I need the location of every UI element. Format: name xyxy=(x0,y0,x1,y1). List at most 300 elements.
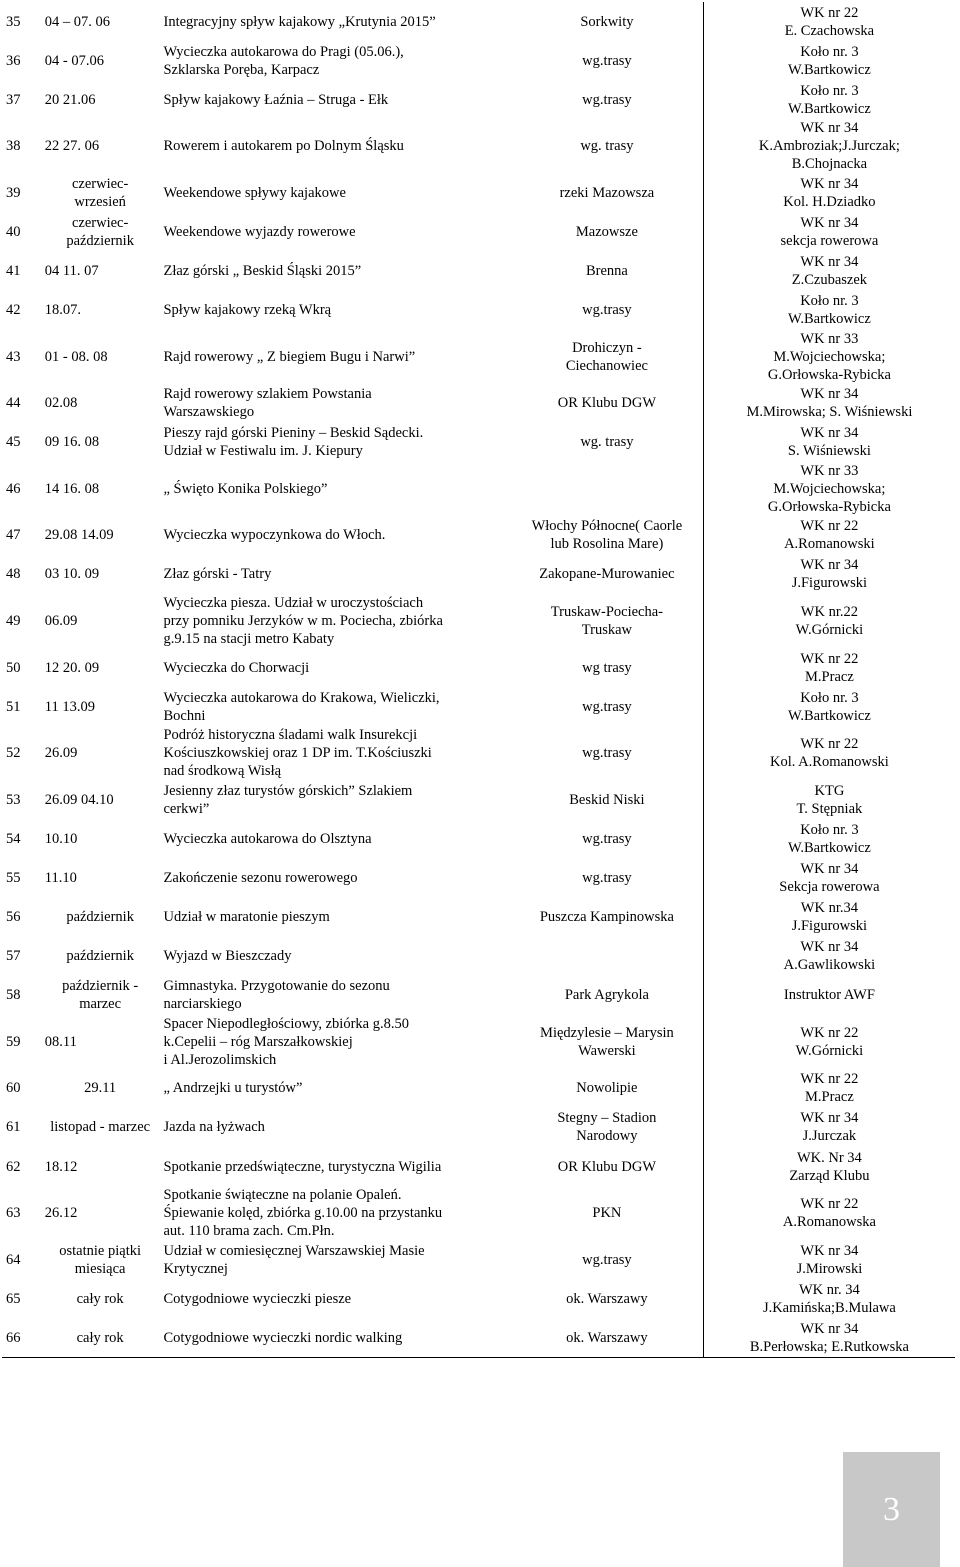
row-event-text: Wycieczka autokarowa do Krakowa, Wieliczki, Bochni xyxy=(163,689,440,724)
row-organizer xyxy=(703,384,955,423)
row-place-text: Międzylesie – Marysin Wawerski xyxy=(540,1024,674,1059)
row-place-text: OR Klubu DGW xyxy=(557,395,657,412)
row-place-text: wg. trasy xyxy=(580,138,634,155)
row-organizer-text: Koło nr. 3 W.Bartkowicz xyxy=(787,43,871,78)
row-event-text: Rowerem i autokarem po Dolnym Śląsku xyxy=(163,138,404,155)
row-date-text: cały rok xyxy=(76,1329,124,1346)
row-event xyxy=(159,330,511,384)
table-row xyxy=(2,384,955,423)
row-number-text: 53 xyxy=(6,791,21,808)
row-date-text: 14 16. 08 xyxy=(44,480,100,497)
row-event-text: Wyjazd w Bieszczady xyxy=(163,948,292,965)
row-place xyxy=(511,780,703,819)
row-organizer xyxy=(703,173,955,212)
row-date-text: 29.11 xyxy=(84,1080,117,1097)
row-event-text: Pieszy rajd górski Pieniny – Beskid Sądecki. Udział w Festiwalu im. J. Kiepury xyxy=(163,425,424,460)
row-organizer xyxy=(703,1108,955,1147)
row-date xyxy=(41,1147,160,1186)
row-place xyxy=(511,384,703,423)
table-row xyxy=(2,423,955,462)
row-date-text: 03 10. 09 xyxy=(44,566,100,583)
row-event xyxy=(159,1240,511,1279)
row-event-text: Spływ kajakowy rzeką Wkrą xyxy=(163,302,332,319)
table-row xyxy=(2,1015,955,1069)
table-row xyxy=(2,555,955,594)
table-row xyxy=(2,80,955,119)
row-number xyxy=(2,212,41,251)
row-number xyxy=(2,1069,41,1108)
row-place xyxy=(511,594,703,648)
row-event xyxy=(159,1015,511,1069)
table-row xyxy=(2,1186,955,1240)
row-date xyxy=(41,462,160,516)
table-row xyxy=(2,291,955,330)
row-place-text: Beskid Niski xyxy=(569,791,645,808)
table-row xyxy=(2,173,955,212)
row-number-text: 66 xyxy=(6,1329,21,1346)
row-place xyxy=(511,1069,703,1108)
row-event-text: Wycieczka piesza. Udział w uroczystościach przy pomniku Jerzyków w m. Pociecha, zbiórka g.9.15 na stacji metro Kabaty xyxy=(163,595,443,648)
row-number-text: 55 xyxy=(6,869,21,886)
table-row xyxy=(2,726,955,780)
row-date-text: 22 27. 06 xyxy=(44,138,100,155)
row-date xyxy=(41,1279,160,1318)
row-number-text: 45 xyxy=(6,434,21,451)
row-organizer-text: WK nr 34 A.Gawlikowski xyxy=(783,939,876,974)
row-event-text: Spotkanie przedświąteczne, turystyczna Wigilia xyxy=(163,1158,442,1175)
row-organizer-text: Koło nr. 3 W.Bartkowicz xyxy=(787,82,871,117)
row-number xyxy=(2,555,41,594)
row-event-text: „ Andrzejki u turystów” xyxy=(163,1080,303,1097)
table-row xyxy=(2,41,955,80)
row-place xyxy=(511,330,703,384)
row-number xyxy=(2,384,41,423)
row-organizer-text: WK nr 34 M.Mirowska; S. Wiśniewski xyxy=(746,386,913,421)
row-event-text: Złaz górski - Tatry xyxy=(163,566,272,583)
row-organizer-text: WK nr 34 Sekcja rowerowa xyxy=(779,860,880,895)
row-number-text: 39 xyxy=(6,184,21,201)
row-date xyxy=(41,80,160,119)
row-event-text: Jazda na łyżwach xyxy=(163,1119,265,1136)
row-organizer-text: WK nr 34 B.Perłowska; E.Rutkowska xyxy=(749,1320,909,1355)
row-number xyxy=(2,898,41,937)
row-number-text: 49 xyxy=(6,613,21,630)
row-organizer xyxy=(703,1015,955,1069)
row-number-text: 43 xyxy=(6,348,21,365)
row-date-text: listopad - marzec xyxy=(50,1119,151,1136)
row-number-text: 63 xyxy=(6,1205,21,1222)
row-event-text: Udział w comiesięcznej Warszawskiej Masie Krytycznej xyxy=(163,1242,425,1277)
page-number-badge: 3 xyxy=(843,1452,940,1567)
row-organizer xyxy=(703,1240,955,1279)
row-date xyxy=(41,726,160,780)
row-date xyxy=(41,119,160,173)
row-event-text: Rajd rowerowy „ Z biegiem Bugu i Narwi” xyxy=(163,348,416,365)
row-date xyxy=(41,1015,160,1069)
row-number-text: 44 xyxy=(6,395,21,412)
row-date-text: 04 - 07.06 xyxy=(44,52,105,69)
row-date xyxy=(41,384,160,423)
row-event-text: Spływ kajakowy Łaźnia – Struga - Ełk xyxy=(163,91,389,108)
schedule-rows xyxy=(2,2,955,1357)
row-date xyxy=(41,1186,160,1240)
row-number-text: 59 xyxy=(6,1033,21,1050)
row-organizer-text: WK nr 34 S. Wiśniewski xyxy=(787,425,871,460)
row-date xyxy=(41,648,160,687)
row-number-text: 50 xyxy=(6,659,21,676)
row-date-text: 26.12 xyxy=(44,1205,78,1222)
table-row xyxy=(2,1318,955,1357)
row-date-text: 02.08 xyxy=(44,395,78,412)
row-organizer-text: WK nr 22 Kol. A.Romanowski xyxy=(769,736,889,771)
row-place-text: wg.trasy xyxy=(582,52,632,69)
row-place-text: ok. Warszawy xyxy=(566,1329,648,1346)
row-place-text: Puszcza Kampinowska xyxy=(539,909,674,926)
row-event-text: Weekendowe spływy kajakowe xyxy=(163,184,346,201)
row-place xyxy=(511,819,703,858)
row-organizer-text: WK nr 22 A.Romanowska xyxy=(782,1196,876,1231)
row-number-text: 62 xyxy=(6,1158,21,1175)
row-place xyxy=(511,648,703,687)
row-date-text: 18.12 xyxy=(44,1158,78,1175)
row-number xyxy=(2,1147,41,1186)
row-event-text: Integracyjny spływ kajakowy „Krutynia 2015” xyxy=(163,13,436,30)
row-date xyxy=(41,898,160,937)
row-number xyxy=(2,1240,41,1279)
row-date-text: cały rok xyxy=(76,1290,124,1307)
row-date xyxy=(41,687,160,726)
table-row xyxy=(2,1108,955,1147)
row-number xyxy=(2,594,41,648)
table-row xyxy=(2,594,955,648)
row-place xyxy=(511,1108,703,1147)
row-place-text: wg.trasy xyxy=(582,830,632,847)
row-date xyxy=(41,2,160,41)
row-date-text: 11 13.09 xyxy=(44,698,96,715)
row-event xyxy=(159,594,511,648)
row-date xyxy=(41,291,160,330)
row-organizer-text: WK nr 22 M.Pracz xyxy=(800,1071,859,1106)
row-event-text: Spotkanie świąteczne na polanie Opaleń. Śpiewanie kolęd, zbiórka g.10.00 na przystanku aut. 110 brama zach. Cm.Płn. xyxy=(163,1187,443,1240)
row-number xyxy=(2,291,41,330)
table-row xyxy=(2,937,955,976)
row-place-text: Stegny – Stadion Narodowy xyxy=(557,1110,657,1145)
row-date xyxy=(41,212,160,251)
table-row xyxy=(2,976,955,1015)
row-number-text: 54 xyxy=(6,830,21,847)
row-place xyxy=(511,858,703,897)
row-event-text: Cotygodniowe wycieczki piesze xyxy=(163,1290,352,1307)
row-number xyxy=(2,780,41,819)
row-event-text: Cotygodniowe wycieczki nordic walking xyxy=(163,1329,403,1346)
row-event xyxy=(159,462,511,516)
table-row xyxy=(2,687,955,726)
table-row xyxy=(2,462,955,516)
row-place-text: ok. Warszawy xyxy=(566,1290,648,1307)
row-organizer-text: WK nr 34 Z.Czubaszek xyxy=(791,254,868,289)
row-number xyxy=(2,937,41,976)
row-date-text: 18.07. xyxy=(44,302,82,319)
row-number xyxy=(2,726,41,780)
row-number xyxy=(2,858,41,897)
row-organizer xyxy=(703,1186,955,1240)
row-date xyxy=(41,330,160,384)
row-date-text: 26.09 04.10 xyxy=(44,791,114,808)
row-number xyxy=(2,423,41,462)
row-place xyxy=(511,41,703,80)
row-organizer xyxy=(703,423,955,462)
row-number-text: 46 xyxy=(6,480,21,497)
row-number xyxy=(2,1108,41,1147)
table-row xyxy=(2,119,955,173)
row-number xyxy=(2,819,41,858)
row-place-text: Włochy Północne( Caorle lub Rosolina Mare) xyxy=(531,518,683,553)
row-place xyxy=(511,555,703,594)
row-organizer-text: WK nr.22 W.Górnicki xyxy=(795,604,864,639)
row-organizer xyxy=(703,119,955,173)
row-event-text: Spacer Niepodległościowy, zbiórka g.8.50 k.Cepelii – róg Marszałkowskiej i Al.Jerozolimskich xyxy=(163,1015,409,1068)
row-place xyxy=(511,1147,703,1186)
row-number-text: 40 xyxy=(6,223,21,240)
row-date-text: 04 – 07. 06 xyxy=(44,13,111,30)
row-place xyxy=(511,1318,703,1357)
row-number-text: 60 xyxy=(6,1080,21,1097)
row-date-text: 09 16. 08 xyxy=(44,434,100,451)
row-organizer xyxy=(703,1318,955,1357)
row-organizer xyxy=(703,80,955,119)
row-organizer-text: WK nr 33 M.Wojciechowska; G.Orłowska-Rybicka xyxy=(767,330,891,383)
row-event xyxy=(159,858,511,897)
row-organizer xyxy=(703,1069,955,1108)
row-place-text: Nowolipie xyxy=(576,1080,638,1097)
row-place-text: wg.trasy xyxy=(582,745,632,762)
row-place xyxy=(511,119,703,173)
table-row xyxy=(2,780,955,819)
row-event xyxy=(159,648,511,687)
row-number-text: 58 xyxy=(6,987,21,1004)
row-organizer xyxy=(703,858,955,897)
row-organizer xyxy=(703,687,955,726)
row-place xyxy=(511,291,703,330)
row-organizer-text: WK nr 34 J.Figurowski xyxy=(791,557,868,592)
row-organizer xyxy=(703,898,955,937)
row-place xyxy=(511,462,703,516)
row-number-text: 52 xyxy=(6,745,21,762)
row-place-text: wg trasy xyxy=(582,659,632,676)
row-organizer xyxy=(703,251,955,290)
row-place-text: Brenna xyxy=(585,263,628,280)
row-place xyxy=(511,423,703,462)
table-row xyxy=(2,1069,955,1108)
row-date xyxy=(41,819,160,858)
row-date-text: 11.10 xyxy=(44,869,77,886)
row-organizer xyxy=(703,594,955,648)
row-organizer xyxy=(703,780,955,819)
row-place xyxy=(511,251,703,290)
row-event xyxy=(159,976,511,1015)
row-organizer xyxy=(703,555,955,594)
row-event xyxy=(159,937,511,976)
row-organizer xyxy=(703,976,955,1015)
row-event xyxy=(159,1279,511,1318)
row-date-text: 26.09 xyxy=(44,745,78,762)
row-event xyxy=(159,1186,511,1240)
row-place-text: Drohiczyn - Ciechanowiec xyxy=(565,339,648,374)
row-place xyxy=(511,1186,703,1240)
row-event xyxy=(159,819,511,858)
row-organizer-text: WK nr 34 Kol. H.Dziadko xyxy=(783,175,876,210)
row-organizer-text: Koło nr. 3 W.Bartkowicz xyxy=(787,821,871,856)
row-event-text: Wycieczka wypoczynkowa do Włoch. xyxy=(163,527,386,544)
row-event-text: „ Święto Konika Polskiego” xyxy=(163,480,328,497)
row-date xyxy=(41,41,160,80)
row-event xyxy=(159,1069,511,1108)
row-date-text: 10.10 xyxy=(44,830,78,847)
row-place xyxy=(511,937,703,976)
row-number-text: 47 xyxy=(6,527,21,544)
row-event-text: Gimnastyka. Przygotowanie do sezonu narciarskiego xyxy=(163,978,390,1013)
row-number xyxy=(2,173,41,212)
row-number xyxy=(2,41,41,80)
row-number-text: 38 xyxy=(6,138,21,155)
row-event xyxy=(159,2,511,41)
row-date xyxy=(41,976,160,1015)
row-place xyxy=(511,212,703,251)
row-event xyxy=(159,687,511,726)
row-date xyxy=(41,173,160,212)
row-event xyxy=(159,119,511,173)
row-number xyxy=(2,330,41,384)
row-organizer-text: WK nr 34 J.Mirowski xyxy=(796,1242,863,1277)
row-organizer xyxy=(703,330,955,384)
row-event xyxy=(159,726,511,780)
row-organizer-text: WK. Nr 34 Zarząd Klubu xyxy=(789,1149,870,1184)
table-row xyxy=(2,330,955,384)
row-organizer-text: KTG T. Stępniak xyxy=(796,782,863,817)
table-row xyxy=(2,251,955,290)
row-organizer-text: WK nr 34 sekcja rowerowa xyxy=(780,214,879,249)
row-place xyxy=(511,80,703,119)
row-event-text: Udział w maratonie pieszym xyxy=(163,909,330,926)
row-event-text: Rajd rowerowy szlakiem Powstania Warszawskiego xyxy=(163,386,372,421)
row-place-text: wg. trasy xyxy=(580,434,634,451)
row-event-text: Złaz górski „ Beskid Śląski 2015” xyxy=(163,263,362,280)
row-number-text: 37 xyxy=(6,91,21,108)
row-organizer-text: WK nr 22 A.Romanowski xyxy=(784,518,875,553)
row-number-text: 57 xyxy=(6,948,21,965)
row-place-text: rzeki Mazowsza xyxy=(559,184,655,201)
row-event xyxy=(159,423,511,462)
row-date-text: 12 20. 09 xyxy=(44,659,100,676)
row-number xyxy=(2,2,41,41)
row-event xyxy=(159,384,511,423)
row-place xyxy=(511,1015,703,1069)
table-row xyxy=(2,819,955,858)
row-place-text: PKN xyxy=(592,1205,622,1222)
row-place-text: Park Agrykola xyxy=(564,987,649,1004)
row-place-text: Truskaw-Pociecha- Truskaw xyxy=(550,604,664,639)
table-row xyxy=(2,516,955,555)
row-event xyxy=(159,1318,511,1357)
row-event-text: Wycieczka autokarowa do Olsztyna xyxy=(163,830,372,847)
row-number xyxy=(2,516,41,555)
row-organizer-text: Koło nr. 3 W.Bartkowicz xyxy=(787,293,871,328)
row-event xyxy=(159,898,511,937)
row-date xyxy=(41,423,160,462)
row-organizer xyxy=(703,1147,955,1186)
row-place-text: wg.trasy xyxy=(582,698,632,715)
row-number-text: 48 xyxy=(6,566,21,583)
row-organizer xyxy=(703,462,955,516)
row-number-text: 65 xyxy=(6,1290,21,1307)
row-number xyxy=(2,1015,41,1069)
table-row xyxy=(2,1279,955,1318)
row-number-text: 64 xyxy=(6,1251,21,1268)
row-organizer-text: WK nr 34 K.Ambroziak;J.Jurczak; B.Chojnacka xyxy=(758,120,900,173)
row-number xyxy=(2,648,41,687)
row-event xyxy=(159,212,511,251)
row-date-text: październik xyxy=(66,909,134,926)
row-date xyxy=(41,516,160,555)
row-event-text: Podróż historyczna śladami walk Insurekcji Kościuszkowskiej oraz 1 DP im. T.Kościuszki nad środkową Wisłą xyxy=(163,727,432,780)
row-place-text: wg.trasy xyxy=(582,1251,632,1268)
row-number xyxy=(2,1279,41,1318)
row-number xyxy=(2,251,41,290)
row-event xyxy=(159,516,511,555)
row-event xyxy=(159,80,511,119)
row-event-text: Weekendowe wyjazdy rowerowe xyxy=(163,223,356,240)
row-organizer-text: Koło nr. 3 W.Bartkowicz xyxy=(787,689,871,724)
row-date-text: 29.08 14.09 xyxy=(44,527,114,544)
row-number-text: 61 xyxy=(6,1119,21,1136)
row-organizer xyxy=(703,819,955,858)
row-organizer xyxy=(703,937,955,976)
row-event-text: Jesienny złaz turystów górskich” Szlakiem cerkwi” xyxy=(163,782,413,817)
row-organizer-text: Instruktor AWF xyxy=(783,987,875,1004)
row-event xyxy=(159,291,511,330)
row-date-text: 01 - 08. 08 xyxy=(44,348,108,365)
row-organizer xyxy=(703,726,955,780)
row-date-text: 06.09 xyxy=(44,613,78,630)
table-row xyxy=(2,898,955,937)
row-date-text: ostatnie piątki miesiąca xyxy=(59,1242,142,1277)
row-number-text: 51 xyxy=(6,698,21,715)
table-row xyxy=(2,212,955,251)
table-row xyxy=(2,648,955,687)
table-row xyxy=(2,1147,955,1186)
row-organizer-text: WK nr. 34 J.Kamińska;B.Mulawa xyxy=(762,1281,896,1316)
row-date xyxy=(41,594,160,648)
row-date-text: 20 21.06 xyxy=(44,91,96,108)
row-organizer xyxy=(703,516,955,555)
row-organizer xyxy=(703,2,955,41)
row-number-text: 35 xyxy=(6,13,21,30)
row-number xyxy=(2,462,41,516)
row-organizer-text: WK nr 22 M.Pracz xyxy=(800,650,859,685)
row-place xyxy=(511,687,703,726)
row-organizer-text: WK nr 33 M.Wojciechowska; G.Orłowska-Rybicka xyxy=(767,462,891,515)
schedule-table xyxy=(2,2,955,1358)
row-event xyxy=(159,251,511,290)
row-event-text: Wycieczka autokarowa do Pragi (05.06.), Szklarska Poręba, Karpacz xyxy=(163,43,404,78)
row-date xyxy=(41,251,160,290)
row-date-text: czerwiec- październik xyxy=(66,214,134,249)
row-date xyxy=(41,937,160,976)
row-organizer xyxy=(703,212,955,251)
row-place-text: wg.trasy xyxy=(582,91,632,108)
row-place xyxy=(511,2,703,41)
row-number xyxy=(2,119,41,173)
